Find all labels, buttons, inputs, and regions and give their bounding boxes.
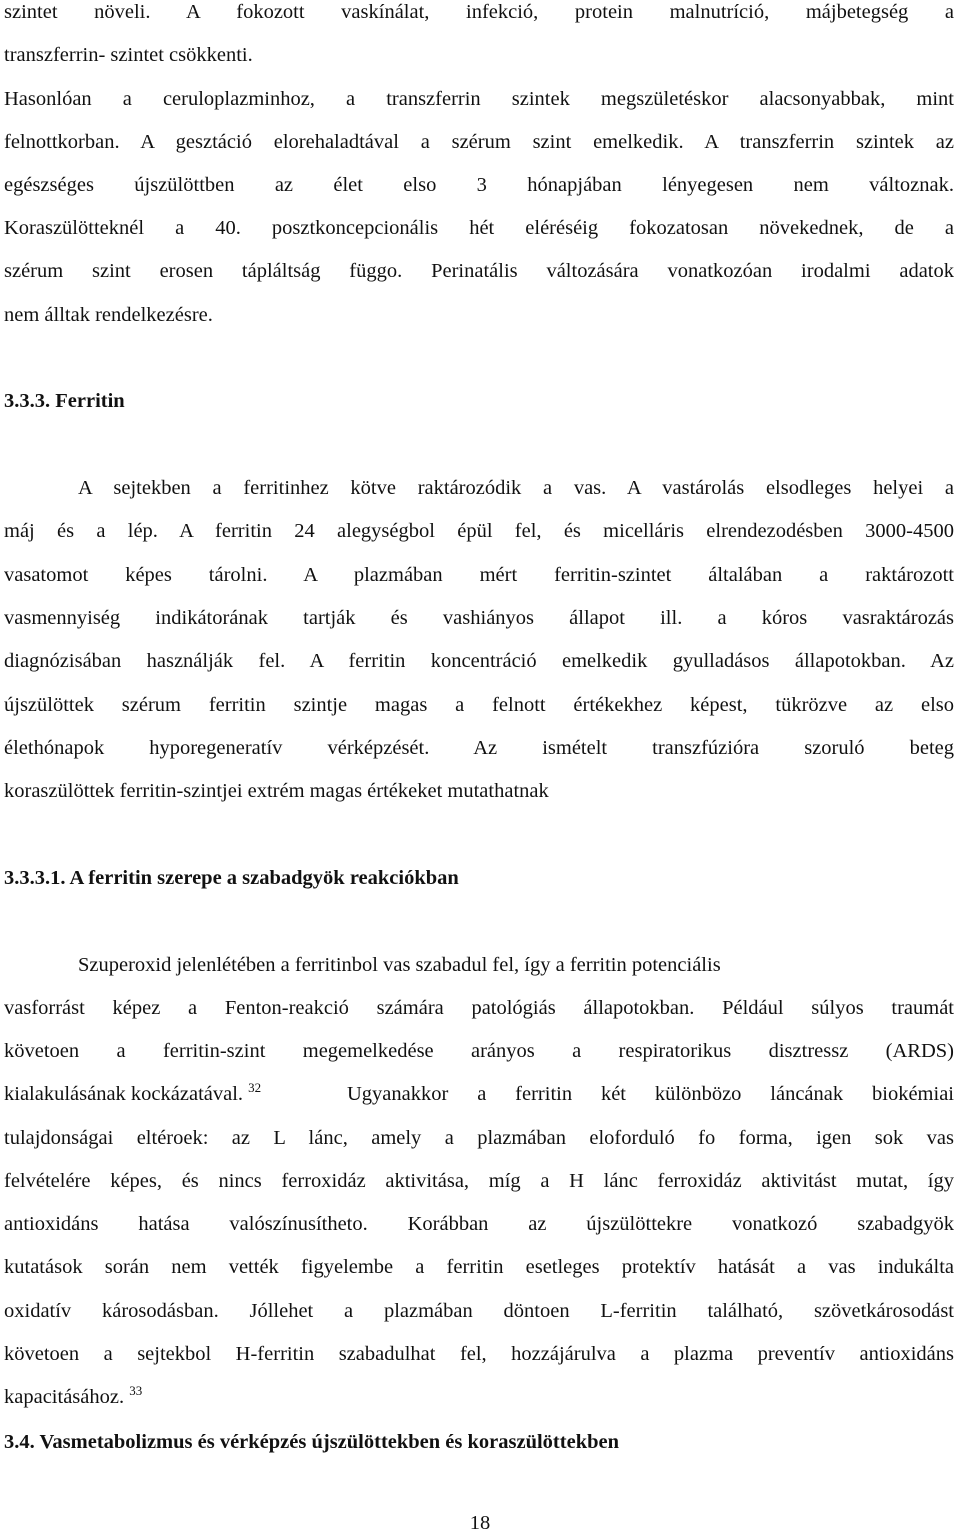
text-line: Hasonlóan a ceruloplazminhoz, a transzferrin szintek megszületéskor alacsonyabbak, mint bbox=[4, 88, 954, 110]
section-heading: 3.4. Vasmetabolizmus és vérképzés újszülöttekben és koraszülöttekben bbox=[4, 1431, 619, 1453]
text-line: felvételére képes, és nincs ferroxidáz aktivitása, míg a H lánc ferroxidáz aktivitást mutat, így bbox=[4, 1170, 954, 1192]
text-line: újszülöttek szérum ferritin szintje magas a felnott értékekhez képest, tükrözve az elso bbox=[4, 694, 954, 716]
text-line: Szuperoxid jelenlétében a ferritinbol vas szabadul fel, így a ferritin potenciális bbox=[78, 954, 721, 976]
text-line bbox=[4, 1385, 954, 1409]
page-number: 18 bbox=[469, 1512, 491, 1534]
text-segment: kapacitásához. bbox=[4, 1386, 125, 1408]
text-line: nem álltak rendelkezésre. bbox=[4, 304, 213, 326]
text-segment: kialakulásának kockázatával. bbox=[4, 1083, 244, 1105]
section-heading: 3.3.3. Ferritin bbox=[4, 390, 125, 412]
text-line: transzferrin- szintet csökkenti. bbox=[4, 44, 253, 66]
text-line: koraszülöttek ferritin-szintjei extrém magas értékeket mutathatnak bbox=[4, 780, 549, 802]
subsection-heading: 3.3.3.1. A ferritin szerepe a szabadgyök reakciókban bbox=[4, 867, 459, 889]
text-line: követoen a sejtekbol H-ferritin szabadulhat fel, hozzájárulva a plazma preventív antioxidáns bbox=[4, 1343, 954, 1365]
text-line: diagnózisában használják fel. A ferritin koncentráció emelkedik gyulladásos állapotokban. Az bbox=[4, 650, 954, 672]
text-line: vasforrást képez a Fenton-reakció számára patológiás állapotokban. Például súlyos traumát bbox=[4, 997, 954, 1019]
text-line: egészséges újszülöttben az élet elso 3 hónapjában lényegesen nem változnak. bbox=[4, 174, 954, 196]
text-line: vasmennyiség indikátorának tartják és vashiányos állapot ill. a kóros vasraktározás bbox=[4, 607, 954, 629]
text-line: máj és a lép. A ferritin 24 alegységbol épül fel, és micelláris elrendezodésben 3000-4500 bbox=[4, 520, 954, 542]
text-segment: Ugyanakkor a ferritin két különbözo láncának biokémiai bbox=[347, 1083, 954, 1105]
text-line: Koraszülötteknél a 40. posztkoncepcionális hét eléréséig fokozatosan növekednek, de a bbox=[4, 217, 954, 239]
text-line: élethónapok hyporegeneratív vérképzését. Az ismételt transzfúzióra szoruló beteg bbox=[4, 737, 954, 759]
text-line bbox=[4, 1082, 954, 1106]
text-line: szintet növeli. A fokozott vaskínálat, infekció, protein malnutríció, májbetegség a bbox=[4, 1, 954, 23]
text-line: A sejtekben a ferritinhez kötve raktározódik a vas. A vastárolás elsodleges helyei a bbox=[78, 477, 954, 499]
text-line: vasatomot képes tárolni. A plazmában mért ferritin-szintet általában a raktározott bbox=[4, 564, 954, 586]
text-line: követoen a ferritin-szint megemelkedése arányos a respiratorikus disztressz (ARDS) bbox=[4, 1040, 954, 1062]
text-line: kutatások során nem vették figyelembe a ferritin esetleges protektív hatását a vas indukálta bbox=[4, 1256, 954, 1278]
text-line: oxidatív károsodásban. Jóllehet a plazmában döntoen L-ferritin található, szövetkárosodást bbox=[4, 1300, 954, 1322]
text-line: tulajdonságai eltéroek: az L lánc, amely a plazmában eloforduló fo forma, igen sok vas bbox=[4, 1127, 954, 1149]
citation-ref: 33 bbox=[129, 1383, 143, 1399]
text-line: szérum szint erosen tápláltság függo. Perinatális változására vonatkozóan irodalmi adatok bbox=[4, 260, 954, 282]
text-line: felnottkorban. A gesztáció elorehaladtával a szérum szint emelkedik. A transzferrin szintek az bbox=[4, 131, 954, 153]
citation-ref: 32 bbox=[248, 1080, 262, 1096]
text-line: antioxidáns hatása valószínusítheto. Korábban az újszülöttekre vonatkozó szabadgyök bbox=[4, 1213, 954, 1235]
